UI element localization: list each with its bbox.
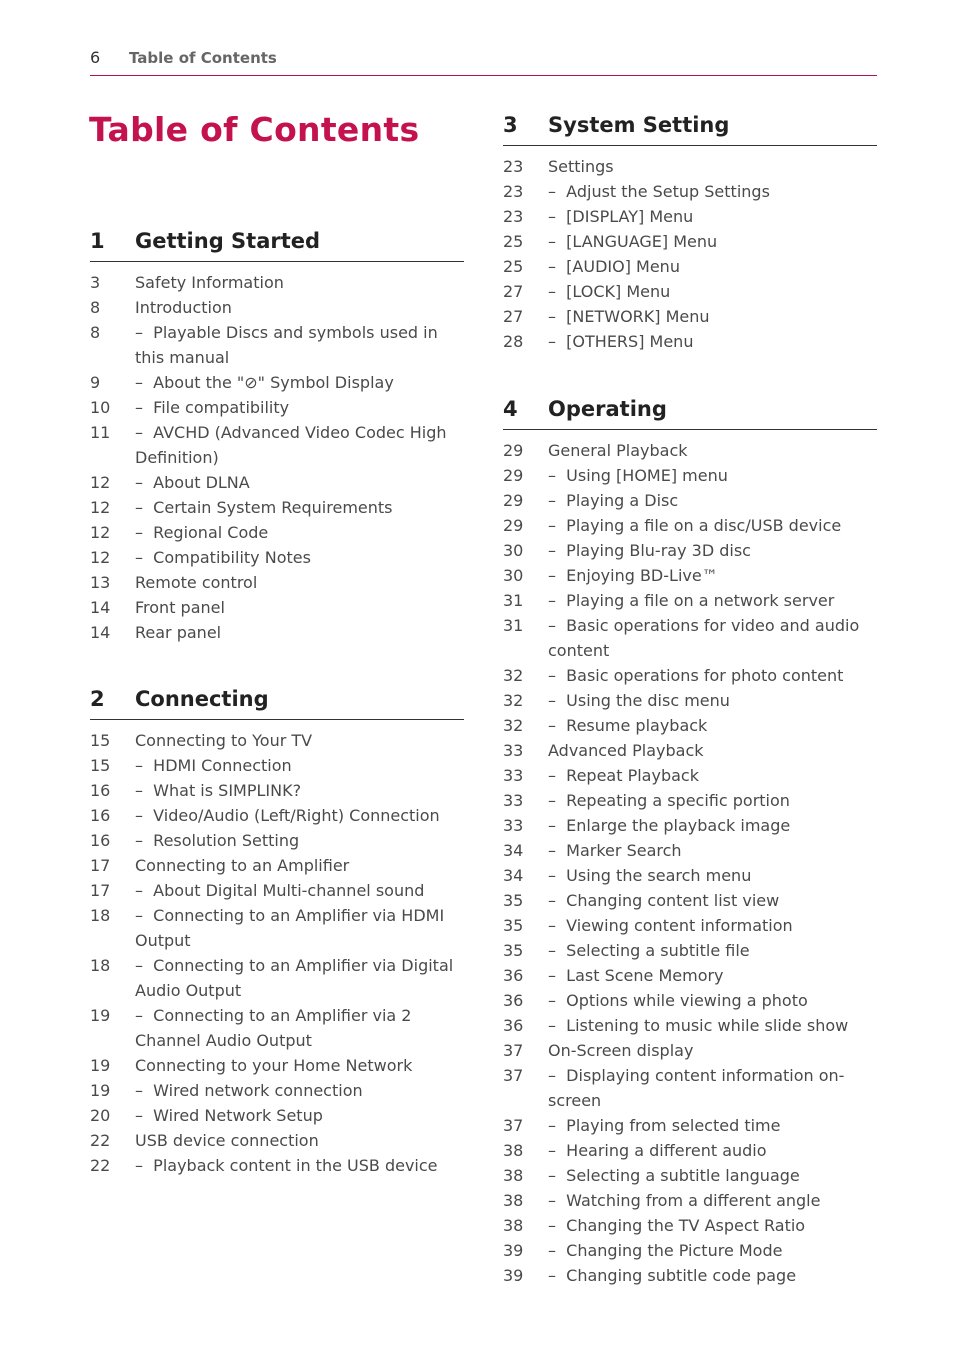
section-number: 2 [90,687,105,711]
toc-page-number: 19 [90,1081,111,1100]
toc-entry[interactable] [503,863,877,888]
toc-entry[interactable] [503,1113,877,1138]
toc-entry[interactable] [503,963,877,988]
toc-entry-text: – About Digital Multi-channel sound [90,878,464,903]
toc-entry[interactable] [90,1153,464,1178]
toc-entry[interactable] [503,179,877,204]
toc-page-number: 14 [90,598,111,617]
toc-entry[interactable] [90,953,464,1003]
toc-entry-text: – [DISPLAY] Menu [503,204,877,229]
toc-entry-text: – Connecting to an Amplifier via Digital Audio Output [90,953,464,1003]
toc-page-number: 16 [90,806,111,825]
toc-entry-text: Connecting to an Amplifier [135,856,350,875]
toc-page-number: 22 [90,1156,111,1175]
toc-page-number: 33 [503,766,524,785]
toc-entry-text: Settings [548,157,614,176]
toc-entry[interactable] [503,513,877,538]
toc-page-number: 15 [90,756,111,775]
toc-entry[interactable] [503,788,877,813]
toc-page-number: 31 [503,616,524,635]
section-number: 4 [503,397,518,421]
section-heading [90,228,464,262]
toc-entry-text: – [OTHERS] Menu [503,329,877,354]
toc-entry-text: – Certain System Requirements [90,495,464,520]
toc-entry[interactable] [503,254,877,279]
toc-page-number: 25 [503,232,524,251]
toc-entry-text: – Options while viewing a photo [503,988,877,1013]
toc-page-number: 29 [503,441,524,460]
toc-entry-text: – Playing a Disc [503,488,877,513]
toc-entry-text: – Selecting a subtitle language [503,1163,877,1188]
toc-entry-text: Front panel [135,598,225,617]
section-system-setting [503,112,877,354]
toc-entry-text: – Using [HOME] menu [503,463,877,488]
toc-entry-text: – Displaying content information on-screen [503,1063,877,1113]
toc-entry[interactable] [503,1138,877,1163]
toc-entry-text: – Basic operations for video and audio content [503,613,877,663]
toc-entry[interactable] [90,495,464,520]
toc-page-number: 30 [503,566,524,585]
toc-page-number: 12 [90,473,111,492]
page-title: Table of Contents [89,110,420,149]
toc-page-number: 31 [503,591,524,610]
toc-page-number: 36 [503,991,524,1010]
toc-entry[interactable] [90,778,464,803]
toc-entry[interactable] [90,270,464,295]
toc-entry-text: – Using the disc menu [503,688,877,713]
toc-entry[interactable] [90,1103,464,1128]
toc-entry[interactable] [503,154,877,179]
toc-entry[interactable] [503,1038,877,1063]
toc-entry[interactable] [503,1238,877,1263]
section-title: Connecting [135,687,269,711]
toc-entry-text: – About DLNA [90,470,464,495]
toc-entry-list [90,270,464,645]
toc-page-number: 29 [503,466,524,485]
toc-page-number: 38 [503,1166,524,1185]
toc-page-number: 18 [90,956,111,975]
toc-page-number: 36 [503,966,524,985]
toc-entry-text: – Playing Blu-ray 3D disc [503,538,877,563]
toc-entry-text: – Resume playback [503,713,877,738]
toc-page-number: 11 [90,423,111,442]
toc-entry-list [503,438,877,1288]
toc-page-number: 16 [90,831,111,850]
toc-page-number: 12 [90,498,111,517]
toc-entry[interactable] [503,329,877,354]
toc-page-number: 23 [503,182,524,201]
toc-page-number: 8 [90,298,101,317]
toc-entry[interactable] [503,838,877,863]
toc-entry-text: – Wired network connection [90,1078,464,1103]
toc-entry-text: – Changing the TV Aspect Ratio [503,1213,877,1238]
toc-page-number: 38 [503,1216,524,1235]
section-heading [90,686,464,720]
toc-entry-text: – Watching from a different angle [503,1188,877,1213]
toc-page-number: 16 [90,781,111,800]
toc-entry-text: – Selecting a subtitle file [503,938,877,963]
toc-entry[interactable] [90,1128,464,1153]
toc-page-number: 29 [503,516,524,535]
header-title: Table of Contents [129,49,277,67]
toc-page-number: 38 [503,1141,524,1160]
toc-entry[interactable] [90,803,464,828]
toc-page-number: 3 [90,273,101,292]
page-header [90,48,877,76]
toc-entry-text: General Playback [548,441,688,460]
toc-page-number: 35 [503,941,524,960]
toc-page-number: 33 [503,791,524,810]
toc-entry-text: Connecting to Your TV [135,731,313,750]
toc-entry-text: – Wired Network Setup [90,1103,464,1128]
toc-entry[interactable] [503,888,877,913]
section-title: System Setting [548,113,730,137]
toc-page-number: 14 [90,623,111,642]
toc-entry-text: Introduction [135,298,232,317]
toc-entry[interactable] [503,688,877,713]
toc-entry-text: – Compatibility Notes [90,545,464,570]
toc-entry[interactable] [90,753,464,778]
toc-entry-text: – Playback content in the USB device [90,1153,464,1178]
toc-page-number: 34 [503,841,524,860]
toc-entry[interactable] [90,903,464,953]
toc-entry[interactable] [90,1003,464,1053]
section-connecting [90,686,464,1178]
toc-entry[interactable] [90,570,464,595]
toc-entry-text: On-Screen display [548,1041,694,1060]
toc-entry-text: – Changing subtitle code page [503,1263,877,1288]
toc-entry[interactable] [503,304,877,329]
toc-entry[interactable] [503,488,877,513]
toc-entry-text: – [NETWORK] Menu [503,304,877,329]
toc-entry[interactable] [503,738,877,763]
toc-entry[interactable] [90,620,464,645]
toc-entry-text: – Changing the Picture Mode [503,1238,877,1263]
toc-entry[interactable] [503,463,877,488]
toc-entry-text: Advanced Playback [548,741,704,760]
toc-entry[interactable] [503,988,877,1013]
toc-entry-text: – Enjoying BD-Live™ [503,563,877,588]
toc-entry-text: Safety Information [135,273,284,292]
toc-entry[interactable] [90,853,464,878]
section-number: 1 [90,229,105,253]
toc-page-number: 20 [90,1106,111,1125]
toc-page-number: 34 [503,866,524,885]
toc-entry[interactable] [503,1263,877,1288]
toc-entry[interactable] [503,1013,877,1038]
toc-page-number: 39 [503,1241,524,1260]
toc-entry-text: – Regional Code [90,520,464,545]
toc-entry-text: – Viewing content information [503,913,877,938]
toc-page-number: 32 [503,716,524,735]
toc-page-number: 32 [503,691,524,710]
toc-entry[interactable] [503,438,877,463]
toc-page-number: 23 [503,157,524,176]
toc-page-number: 13 [90,573,111,592]
toc-entry[interactable] [90,520,464,545]
toc-page-number: 12 [90,523,111,542]
toc-entry[interactable] [90,1053,464,1078]
toc-entry[interactable] [503,938,877,963]
section-operating [503,396,877,1288]
toc-entry-text: – Basic operations for photo content [503,663,877,688]
toc-entry-text: – File compatibility [90,395,464,420]
toc-page-number: 25 [503,257,524,276]
toc-entry[interactable] [90,595,464,620]
toc-page-number: 17 [90,856,111,875]
toc-entry[interactable] [503,1213,877,1238]
toc-entry[interactable] [90,295,464,320]
toc-entry[interactable] [503,713,877,738]
toc-entry-text: Rear panel [135,623,222,642]
toc-entry[interactable] [503,613,877,663]
toc-page-number: 12 [90,548,111,567]
toc-entry-text: – [LOCK] Menu [503,279,877,304]
toc-entry-text: USB device connection [135,1131,319,1150]
toc-entry-text: – Video/Audio (Left/Right) Connection [90,803,464,828]
toc-entry[interactable] [90,545,464,570]
section-title: Getting Started [135,229,321,253]
toc-entry[interactable] [503,538,877,563]
toc-entry[interactable] [90,828,464,853]
section-heading [503,396,877,430]
toc-page-number: 37 [503,1041,524,1060]
toc-entry[interactable] [90,470,464,495]
toc-entry-text: – Playing from selected time [503,1113,877,1138]
toc-entry-list [503,154,877,354]
toc-entry-text: – Playing a file on a network server [503,588,877,613]
toc-entry-text: – Playing a file on a disc/USB device [503,513,877,538]
toc-entry-text: – Using the search menu [503,863,877,888]
toc-page-number: 35 [503,916,524,935]
toc-page-number: 37 [503,1116,524,1135]
toc-page-number: 35 [503,891,524,910]
toc-entry[interactable] [503,279,877,304]
toc-entry-text: – Playable Discs and symbols used in this manual [90,320,464,370]
toc-entry[interactable] [90,320,464,370]
toc-page-number: 15 [90,731,111,750]
toc-entry-text: – Connecting to an Amplifier via HDMI Output [90,903,464,953]
toc-page-number: 23 [503,207,524,226]
toc-page-number: 19 [90,1006,111,1025]
toc-page-number: 37 [503,1066,524,1085]
toc-entry[interactable] [90,370,464,395]
toc-entry-text: Connecting to your Home Network [135,1056,413,1075]
toc-page-number: 32 [503,666,524,685]
toc-entry-text: – Enlarge the playback image [503,813,877,838]
toc-entry[interactable] [503,913,877,938]
toc-page-number: 29 [503,491,524,510]
toc-entry-text: – [AUDIO] Menu [503,254,877,279]
toc-entry[interactable] [503,763,877,788]
toc-page-number: 36 [503,1016,524,1035]
toc-entry[interactable] [90,395,464,420]
toc-entry-text: Remote control [135,573,258,592]
toc-page-number: 17 [90,881,111,900]
toc-entry[interactable] [503,1163,877,1188]
section-title: Operating [548,397,667,421]
toc-entry-text: – Repeat Playback [503,763,877,788]
toc-page-number: 33 [503,816,524,835]
toc-entry-text: – [LANGUAGE] Menu [503,229,877,254]
toc-entry-text: – Adjust the Setup Settings [503,179,877,204]
toc-page-number: 27 [503,282,524,301]
toc-page-number: 38 [503,1191,524,1210]
toc-page-number: 8 [90,323,101,342]
toc-entry[interactable] [90,878,464,903]
toc-entry[interactable] [503,588,877,613]
toc-entry-text: – Hearing a different audio [503,1138,877,1163]
toc-entry-text: – About the "⊘" Symbol Display [90,370,464,395]
toc-entry[interactable] [90,728,464,753]
toc-entry-text: – Listening to music while slide show [503,1013,877,1038]
toc-page-number: 22 [90,1131,111,1150]
toc-entry-text: – Marker Search [503,838,877,863]
toc-entry-text: – Changing content list view [503,888,877,913]
toc-entry[interactable] [503,229,877,254]
toc-entry[interactable] [503,1063,877,1113]
toc-entry[interactable] [90,1078,464,1103]
toc-entry[interactable] [503,563,877,588]
toc-entry[interactable] [503,1188,877,1213]
toc-page-number: 30 [503,541,524,560]
toc-entry[interactable] [503,813,877,838]
toc-entry-list [90,728,464,1178]
toc-page-number: 39 [503,1266,524,1285]
toc-page-number: 9 [90,373,101,392]
toc-entry-text: – Resolution Setting [90,828,464,853]
toc-entry-text: – AVCHD (Advanced Video Codec High Definition) [90,420,464,470]
section-getting-started [90,228,464,645]
toc-entry-text: – Last Scene Memory [503,963,877,988]
toc-entry-text: – HDMI Connection [90,753,464,778]
section-heading [503,112,877,146]
section-number: 3 [503,113,518,137]
toc-page-number: 33 [503,741,524,760]
toc-page-number: 28 [503,332,524,351]
toc-entry[interactable] [503,663,877,688]
toc-page-number: 27 [503,307,524,326]
toc-entry[interactable] [503,204,877,229]
toc-entry-text: – What is SIMPLINK? [90,778,464,803]
toc-entry-text: – Connecting to an Amplifier via 2 Channel Audio Output [90,1003,464,1053]
toc-page-number: 18 [90,906,111,925]
toc-page-number: 10 [90,398,111,417]
toc-entry[interactable] [90,420,464,470]
page-number: 6 [90,48,101,67]
toc-page-number: 19 [90,1056,111,1075]
toc-entry-text: – Repeating a specific portion [503,788,877,813]
